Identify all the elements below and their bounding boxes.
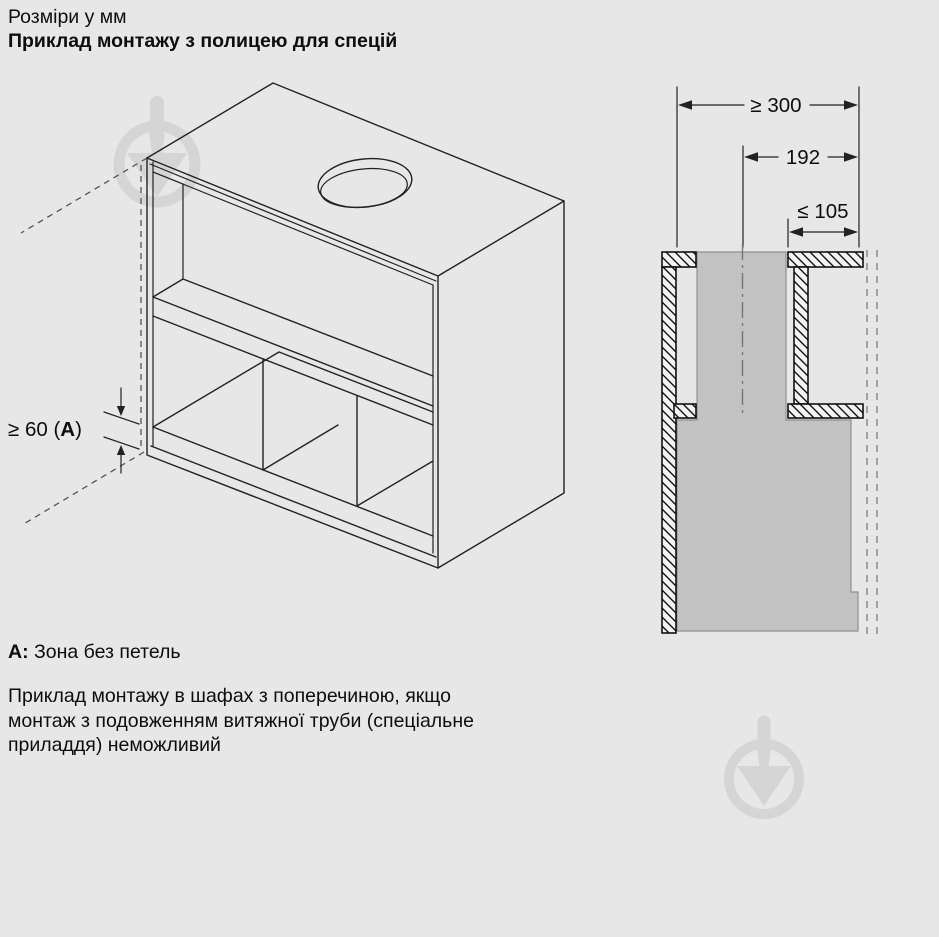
left-wall bbox=[662, 267, 676, 633]
left-crossbar-flange bbox=[674, 404, 696, 418]
top-vent-hole bbox=[316, 154, 415, 212]
caption-line: приладдя) неможливий bbox=[8, 734, 221, 756]
note-a-text: Зона без петель bbox=[34, 641, 181, 663]
caption-paragraph bbox=[8, 684, 474, 758]
right-wall bbox=[794, 267, 808, 404]
units-note: Розміри у мм bbox=[8, 6, 127, 28]
cabinet-isometric-figure bbox=[8, 83, 564, 568]
caption-line: Приклад монтажу в шафах з поперечиною, якщо bbox=[8, 685, 451, 707]
right-top-panel bbox=[788, 252, 863, 267]
divider-panel bbox=[357, 396, 433, 506]
dimension-center bbox=[744, 146, 858, 169]
page-title: Приклад монтажу з полицею для спецій bbox=[8, 30, 398, 52]
chimney-duct-body bbox=[677, 252, 858, 631]
right-crossbar-panel bbox=[788, 404, 863, 418]
dimension-center-label: 192 bbox=[785, 146, 821, 169]
note-a-key: A: bbox=[8, 641, 29, 663]
store-watermark-icon bbox=[729, 722, 799, 814]
dimension-60 bbox=[8, 388, 139, 473]
cabinet-floor bbox=[151, 352, 436, 557]
cabinet-outline bbox=[147, 83, 564, 568]
dimension-side-label: ≤ 105 bbox=[797, 200, 849, 223]
spice-shelf bbox=[153, 279, 433, 425]
dimension-side bbox=[789, 200, 858, 237]
dimension-width bbox=[678, 94, 858, 117]
left-wall-top-cap bbox=[662, 252, 696, 267]
divider-panel bbox=[263, 359, 338, 470]
note-a bbox=[8, 641, 181, 664]
caption-line: монтаж з подовженням витяжної труби (спеціальне bbox=[8, 709, 474, 732]
dimension-width-label: ≥ 300 bbox=[750, 94, 802, 117]
dimension-60-label: ≥ 60 (A) bbox=[8, 418, 82, 441]
section-figure bbox=[662, 87, 877, 636]
construction-line bbox=[22, 452, 144, 525]
